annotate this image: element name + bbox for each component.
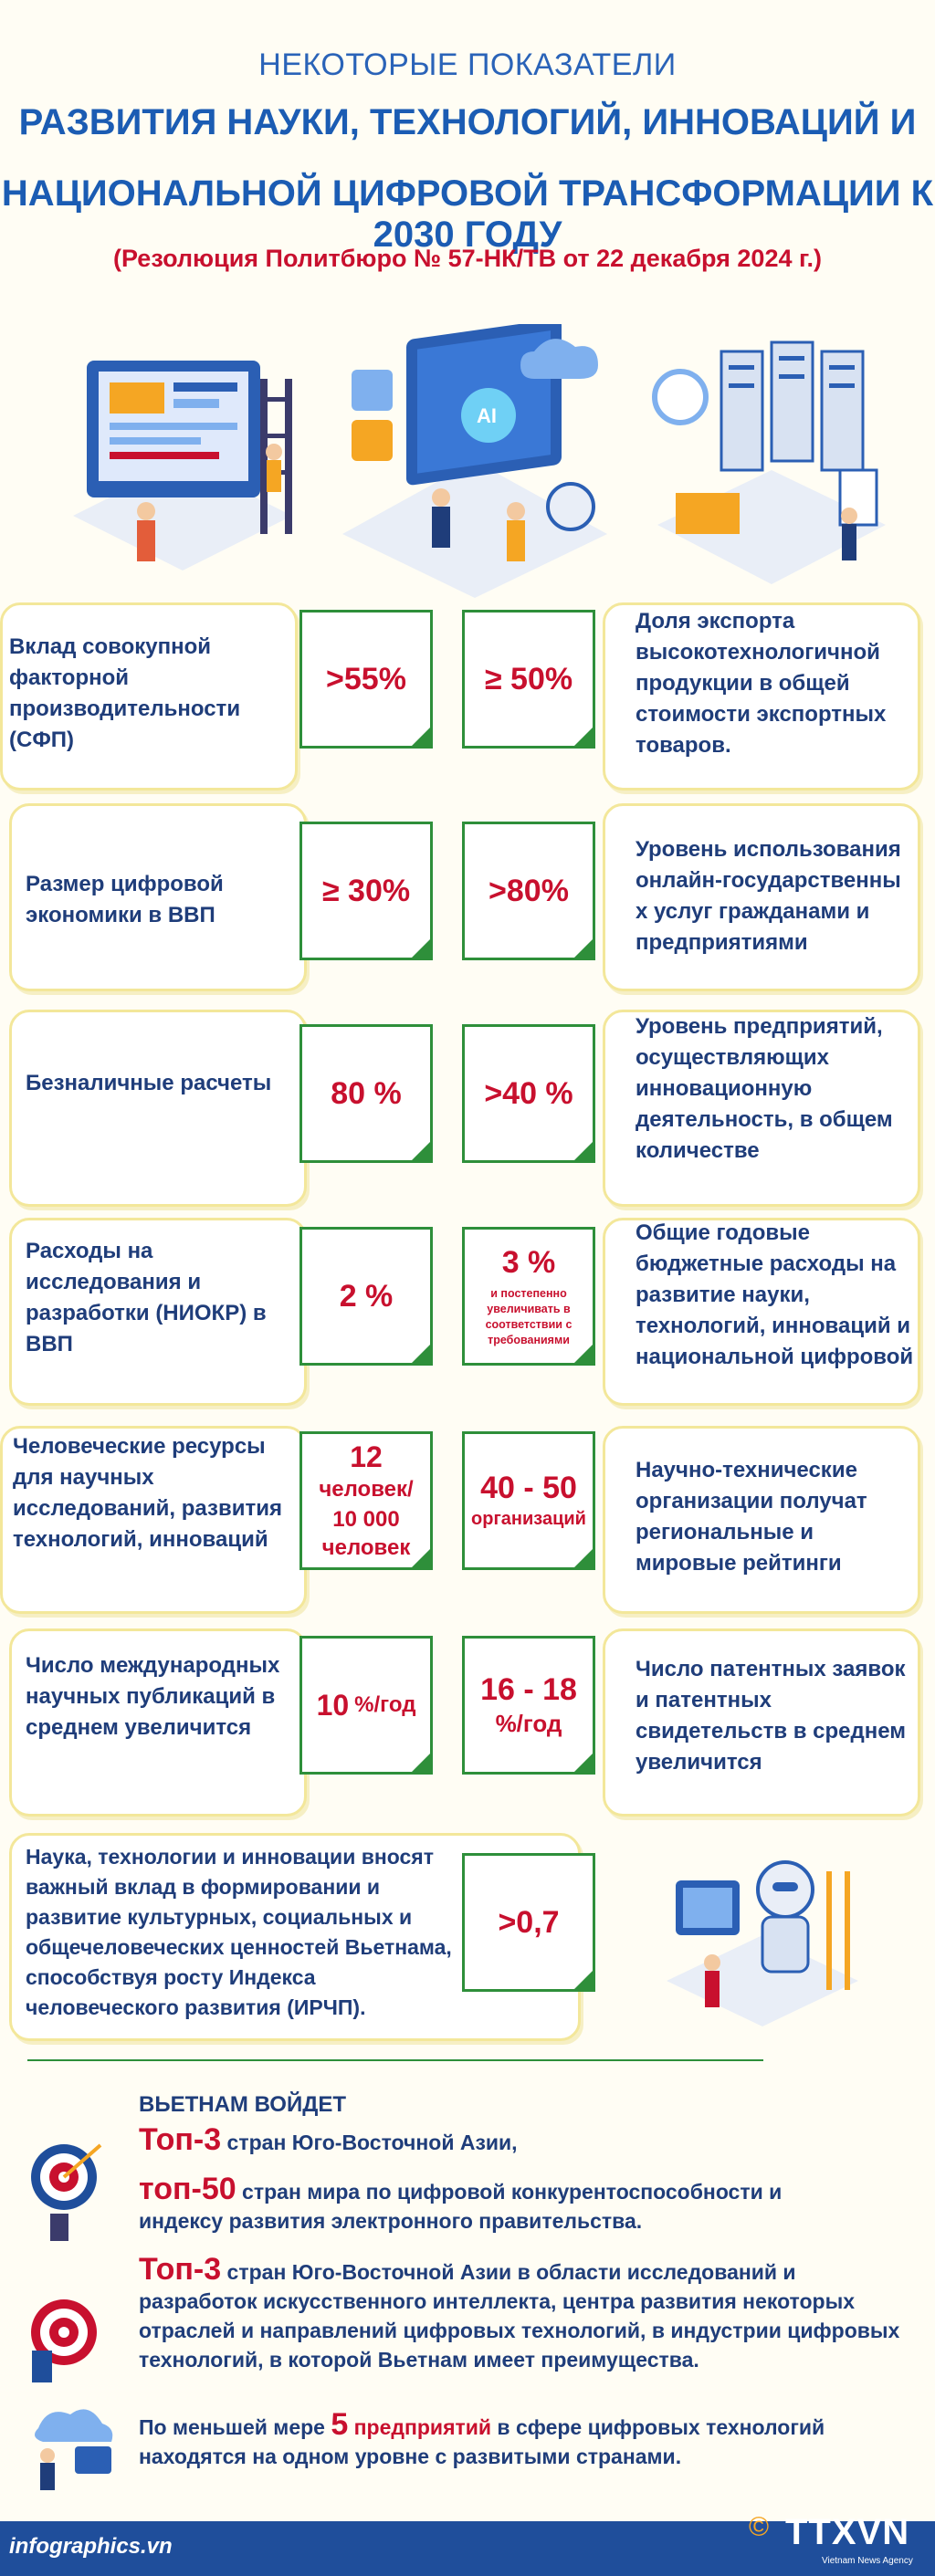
right-value-1: ≥ 50% xyxy=(484,662,573,696)
left-value-box-4 xyxy=(299,1227,433,1366)
bottom-item-3 xyxy=(139,2407,833,2471)
hdi-value-box xyxy=(462,1853,595,1992)
target-icon xyxy=(23,2136,105,2246)
right-value-box-6 xyxy=(462,1636,595,1775)
left-value-box-5 xyxy=(299,1431,433,1570)
left-value-1: >55% xyxy=(326,662,406,696)
illustration-servers xyxy=(639,324,904,598)
header-line1: НЕКОТОРЫЕ ПОКАЗАТЕЛИ xyxy=(258,47,677,82)
illustration-robot xyxy=(657,1835,867,2031)
corner-triangle xyxy=(572,1546,595,1570)
corner-triangle xyxy=(572,1751,595,1775)
right-value-box-4 xyxy=(462,1227,595,1366)
left-label-4: Расходы на исследования и разработки (НИОКР) в ВВП xyxy=(26,1239,267,1356)
right-note-5: организаций xyxy=(471,1509,586,1529)
item3-highlight: 5 xyxy=(331,2407,349,2442)
left-value-3: 80 % xyxy=(331,1076,402,1111)
dartboard-icon xyxy=(23,2287,105,2387)
left-label-2: Размер цифровой экономики в ВВП xyxy=(26,872,224,927)
item1-highlight: Топ-3 xyxy=(139,2122,222,2157)
right-label-2: Уровень использования онлайн-государственны х услуг гражданами и предприятиями xyxy=(636,837,901,955)
left-label-6: Число международных научных публикаций в среднем увеличится xyxy=(26,1653,280,1740)
item2-highlight: Топ-3 xyxy=(139,2252,222,2287)
left-value-5-bot: человек xyxy=(321,1535,411,1560)
right-value-5: 40 - 50 xyxy=(480,1471,577,1505)
right-label-1: Доля экспорта высокотехнологичной продукции в общей стоимости экспортных товаров. xyxy=(636,609,887,758)
corner-triangle xyxy=(409,1139,433,1163)
left-value-4: 2 % xyxy=(339,1279,394,1314)
item1b-highlight: топ-50 xyxy=(139,2172,236,2206)
corner-triangle xyxy=(572,1342,595,1366)
footer-site[interactable]: infographics.vn xyxy=(9,2534,173,2559)
hdi-label: Наука, технологии и инновации вносят важный вклад в формировании и развитие культурных, социальных и общечеловеческих ценностей Вьетнама, способствуя росту Индекса человеческого развития (ИРЧП). xyxy=(26,1845,452,2019)
corner-triangle xyxy=(409,937,433,960)
right-label-4: Общие годовые бюджетные расходы на развитие науки, технологий, инноваций и национальной цифровой xyxy=(636,1220,914,1369)
corner-triangle xyxy=(572,1139,595,1163)
header-line2: РАЗВИТИЯ НАУКИ, ТЕХНОЛОГИЙ, ИННОВАЦИЙ И xyxy=(18,102,917,142)
left-value-box-1 xyxy=(299,610,433,749)
left-label-1: Вклад совокупной факторной производительности (СФП) xyxy=(9,634,241,752)
header-line3: НАЦИОНАЛЬНОЙ ЦИФРОВОЙ ТРАНСФОРМАЦИИ К 2030 ГОДУ xyxy=(1,173,934,255)
illustration-ai-dashboard xyxy=(324,324,625,598)
right-value-box-1 xyxy=(462,610,595,749)
right-value-4: 3 % xyxy=(501,1245,556,1280)
header-subtitle: (Резолюция Политбюро № 57-НК/ТВ от 22 декабря 2024 г.) xyxy=(112,245,823,272)
item1-text: стран Юго-Восточной Азии, xyxy=(221,2131,518,2154)
right-note-4: и постепенно увеличивать в соответствии с требованиями xyxy=(485,1287,573,1346)
bottom-item-1 xyxy=(139,2122,833,2157)
section-separator xyxy=(27,2059,763,2061)
right-value-2: >80% xyxy=(489,874,569,908)
left-label-3: Безналичные расчеты xyxy=(26,1071,272,1095)
item1b-text: стран мира по цифровой конкурентоспособности и индексу развития электронного правительства. xyxy=(139,2180,783,2233)
right-value-box-5 xyxy=(462,1431,595,1570)
footer-agency: Vietnam News Agency xyxy=(822,2556,913,2566)
left-value-box-2 xyxy=(299,822,433,960)
left-value-6: 10 xyxy=(316,1688,350,1722)
left-value-5-mid: человек/ xyxy=(319,1477,414,1502)
hdi-value: >0,7 xyxy=(498,1905,560,1940)
left-value-5-mid2: 10 000 xyxy=(332,1507,400,1532)
item3-text: в сфере цифровых технологий находятся на одном уровне с развитыми странами. xyxy=(139,2415,825,2468)
item2-text: стран Юго-Восточной Азии в области исследований и разработок искусственного интеллекта, центра развития некоторых отраслей и направлений цифровых технологий, в индустрии цифровых технологий, в которой Вьетнам имеет преимущества. xyxy=(139,2260,900,2372)
bottom-heading: ВЬЕТНАМ ВОЙДЕТ xyxy=(139,2092,346,2117)
right-label-5: Научно-технические организации получат региональные и мировые рейтинги xyxy=(636,1458,867,1576)
right-unit-6: %/год xyxy=(495,1710,562,1737)
left-value-2: ≥ 30% xyxy=(321,874,411,908)
left-label-5: Человеческие ресурсы для научных исследований, развития технологий, инноваций xyxy=(13,1434,282,1552)
bottom-item-1b xyxy=(139,2174,833,2236)
illustration-laptop-team xyxy=(46,324,320,598)
right-label-6: Число патентных заявок и патентных свидетельств в среднем увеличится xyxy=(636,1657,907,1775)
right-value-box-2 xyxy=(462,822,595,960)
bottom-item-2 xyxy=(139,2252,915,2374)
item3-pre: По меньшей мере xyxy=(139,2415,331,2439)
cloud-person-icon xyxy=(20,2392,121,2492)
right-value-3: >40 % xyxy=(484,1076,573,1111)
corner-triangle xyxy=(572,725,595,749)
svg-text:AI: AI xyxy=(477,404,497,427)
left-value-box-3 xyxy=(299,1024,433,1163)
corner-triangle xyxy=(409,725,433,749)
item3-mid: предприятий xyxy=(348,2415,492,2439)
corner-triangle xyxy=(572,937,595,960)
corner-triangle xyxy=(409,1751,433,1775)
left-unit-6: %/год xyxy=(354,1692,416,1717)
right-label-3: Уровень предприятий, осуществляющих инновационную деятельность, в общем количестве xyxy=(636,1014,893,1163)
corner-triangle xyxy=(572,1968,595,1992)
corner-triangle xyxy=(409,1546,433,1570)
footer-logo: TTXVN xyxy=(785,2512,910,2552)
corner-triangle xyxy=(409,1342,433,1366)
right-value-box-3 xyxy=(462,1024,595,1163)
footer-copyright: © xyxy=(749,2512,770,2542)
left-value-5-top: 12 xyxy=(350,1440,383,1473)
card-left-3 xyxy=(9,1010,307,1207)
right-value-6: 16 - 18 xyxy=(480,1672,577,1707)
left-value-box-6 xyxy=(299,1636,433,1775)
